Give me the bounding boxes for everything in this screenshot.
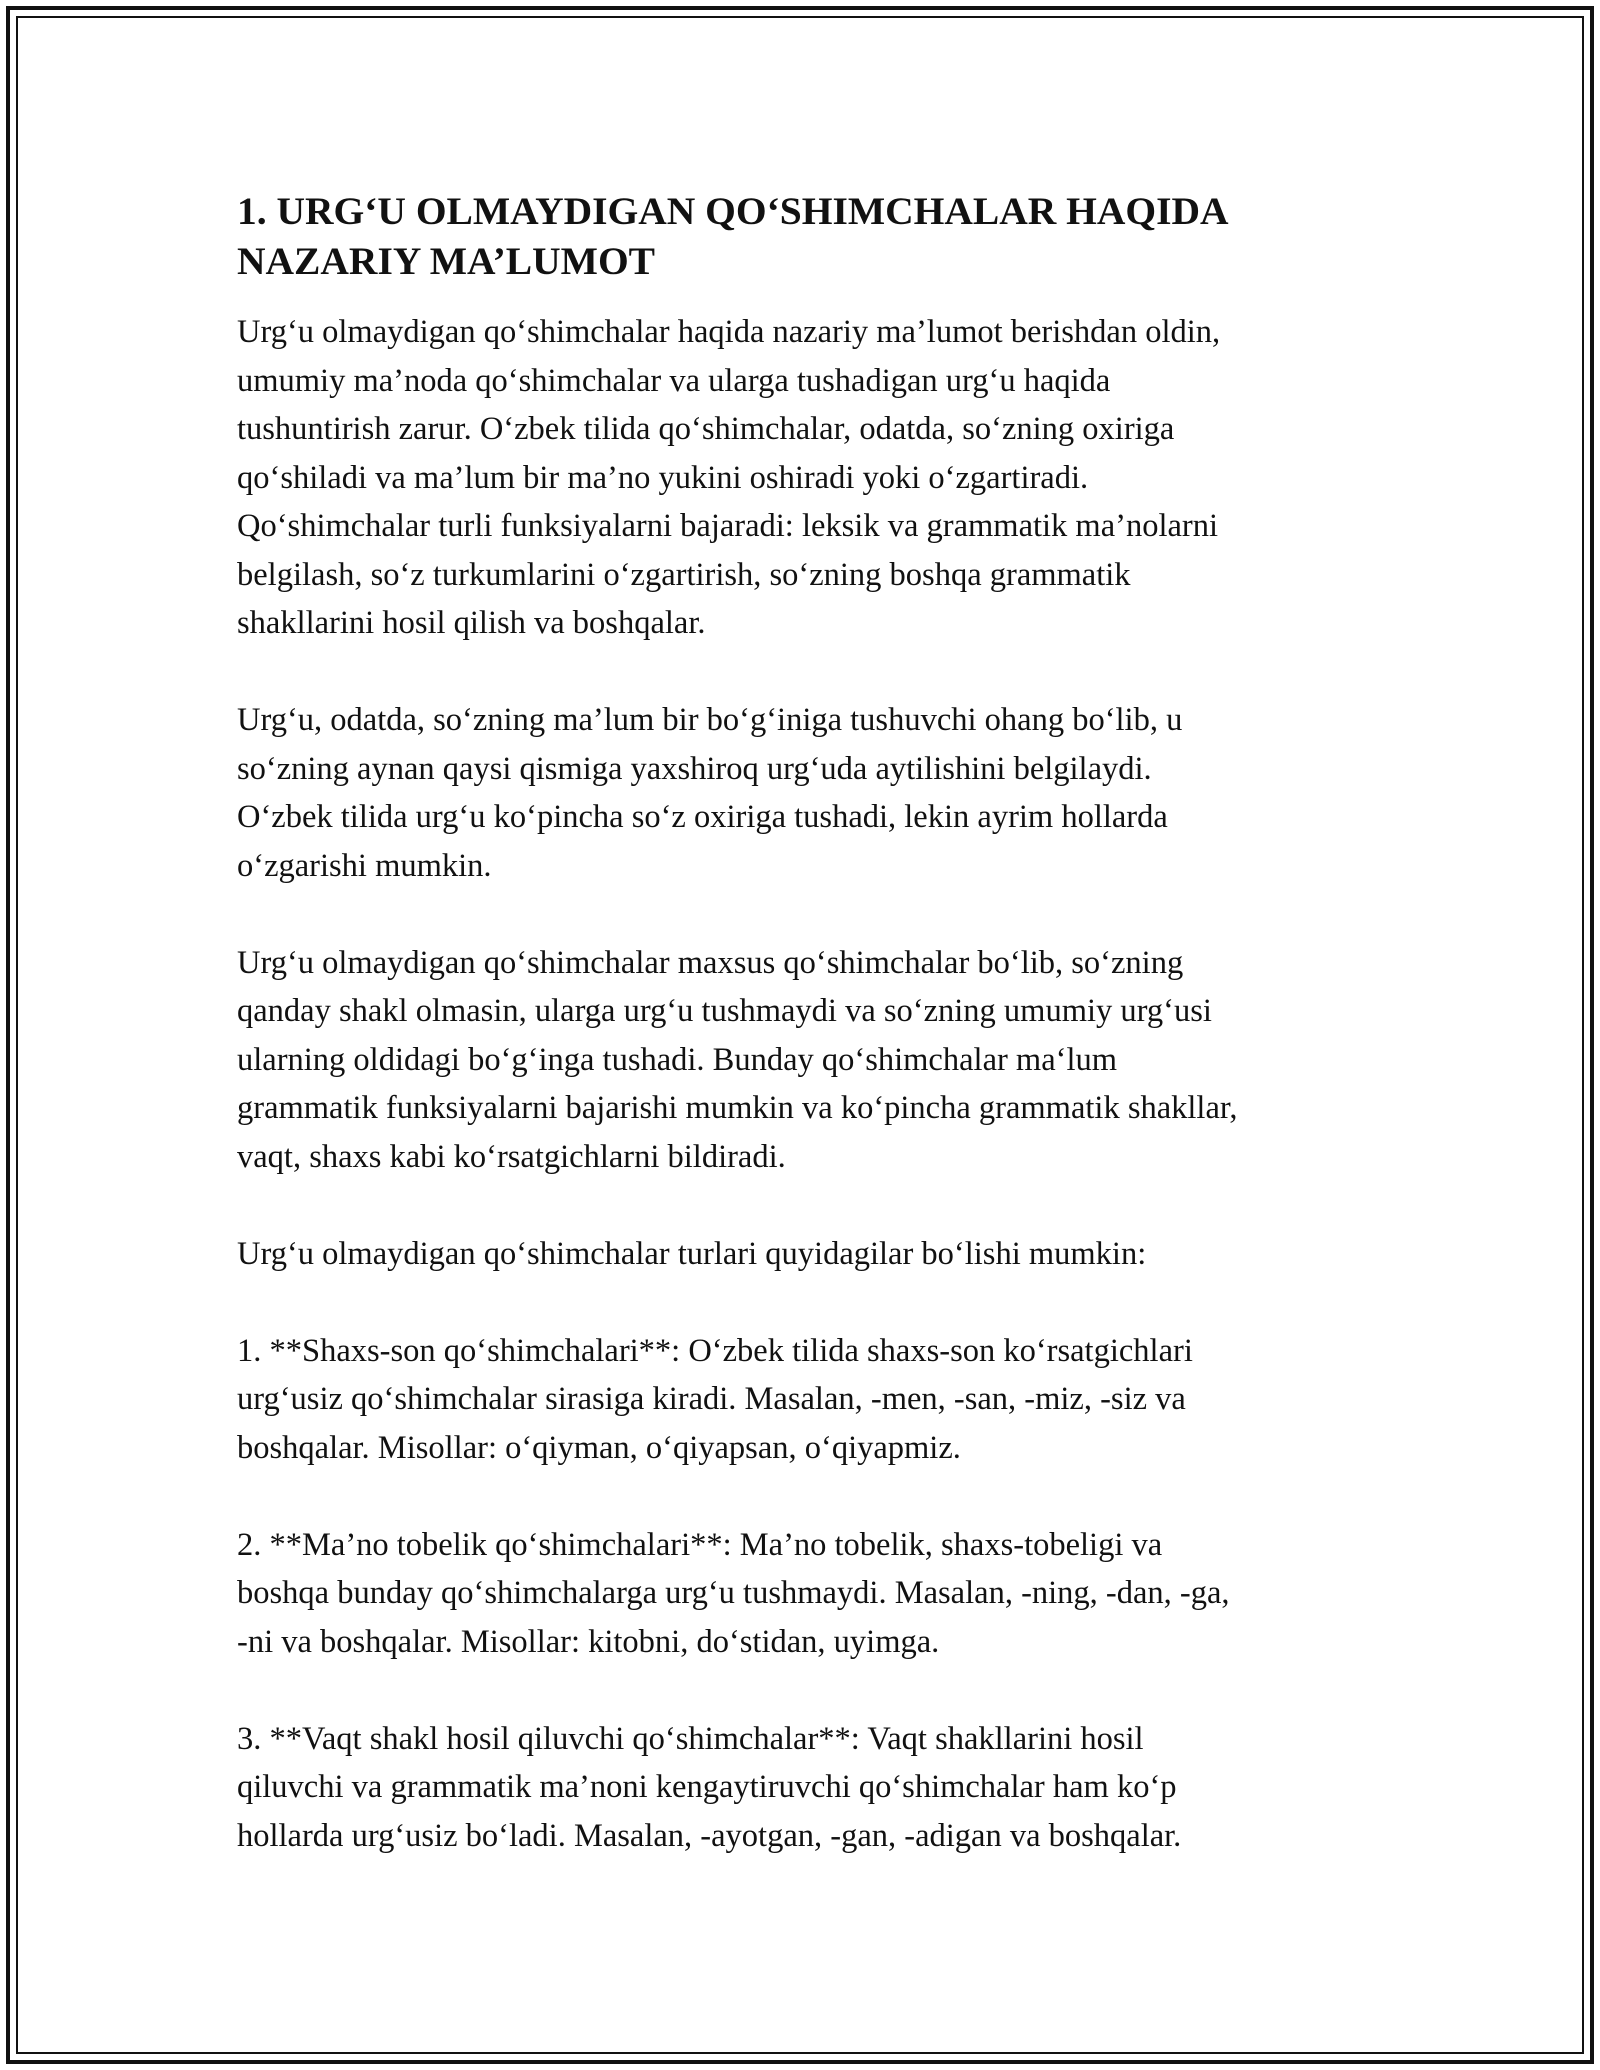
document-body <box>237 186 1377 1909</box>
list-item-tense: 3. **Vaqt shakl hosil qiluvchi qo‘shimchalar**: Vaqt shakllarini hosil qiluvchi va grammatik ma’noni kengaytiruvchi qo‘shimchalar ham ko‘p hollarda urg‘usiz bo‘ladi. Masalan, -ayotgan, -gan, -adigan va boshqalar. <box>237 1720 1182 1854</box>
list-item-possessive: 2. **Ma’no tobelik qo‘shimchalari**: Ma’no tobelik, shaxs-tobeligi va boshqa bunday qo‘shimchalarga urg‘u tushmaydi. Masalan, -ning, -dan, -ga, -ni va boshqalar. Misollar: kitobni, do‘stidan, uyimga. <box>237 1526 1230 1660</box>
paragraph-types-intro: Urg‘u olmaydigan qo‘shimchalar turlari quyidagilar bo‘lishi mumkin: <box>237 1235 1147 1272</box>
section-heading: 1. URG‘U OLMAYDIGAN QO‘SHIMCHALAR HAQIDA NAZARIY MA’LUMOT <box>237 189 1229 283</box>
list-item-person-number: 1. **Shaxs-son qo‘shimchalari**: O‘zbek tilida shaxs-son ko‘rsatgichlari urg‘usiz qo‘shimchalar sirasiga kiradi. Masalan, -men, -san, -miz, -siz va boshqalar. Misollar: o‘qiyman, o‘qiyapsan, o‘qiyapmiz. <box>237 1332 1193 1466</box>
paragraph-stress-definition: Urg‘u, odatda, so‘zning ma’lum bir bo‘g‘iniga tushuvchi ohang bo‘lib, u so‘zning aynan qaysi qismiga yaxshiroq urg‘uda aytilishini belgilaydi. O‘zbek tilida urg‘u ko‘pincha so‘z oxiriga tushadi, lekin ayrim hollarda o‘zgarishi mumkin. <box>237 702 1183 884</box>
paragraph-unstressed-suffixes: Urg‘u olmaydigan qo‘shimchalar maxsus qo‘shimchalar bo‘lib, so‘zning qanday shakl olmasin, ularga urg‘u tushmaydi va so‘zning umumiy urg‘usi ularning oldidagi bo‘g‘inga tushadi. Bunday qo‘shimchalar ma‘lum grammatik funksiyalarni bajarishi mumkin va ko‘pincha grammatik shakllar, vaqt, shaxs kabi ko‘rsatgichlarni bildiradi. <box>237 944 1238 1175</box>
paragraph-intro: Urg‘u olmaydigan qo‘shimchalar haqida nazariy ma’lumot berishdan oldin, umumiy ma’noda qo‘shimchalar va ularga tushadigan urg‘u haqida tushuntirish zarur. O‘zbek tilida qo‘shimchalar, odatda, so‘zning oxiriga qo‘shiladi va ma’lum bir ma’no yukini oshiradi yoki o‘zgartiradi. Qo‘shimchalar turli funksiyalarni bajaradi: leksik va grammatik ma’nolarni belgilash, so‘z turkumlarini o‘zgartirish, so‘zning boshqa grammatik shakllarini hosil qilish va boshqalar. <box>237 314 1221 641</box>
